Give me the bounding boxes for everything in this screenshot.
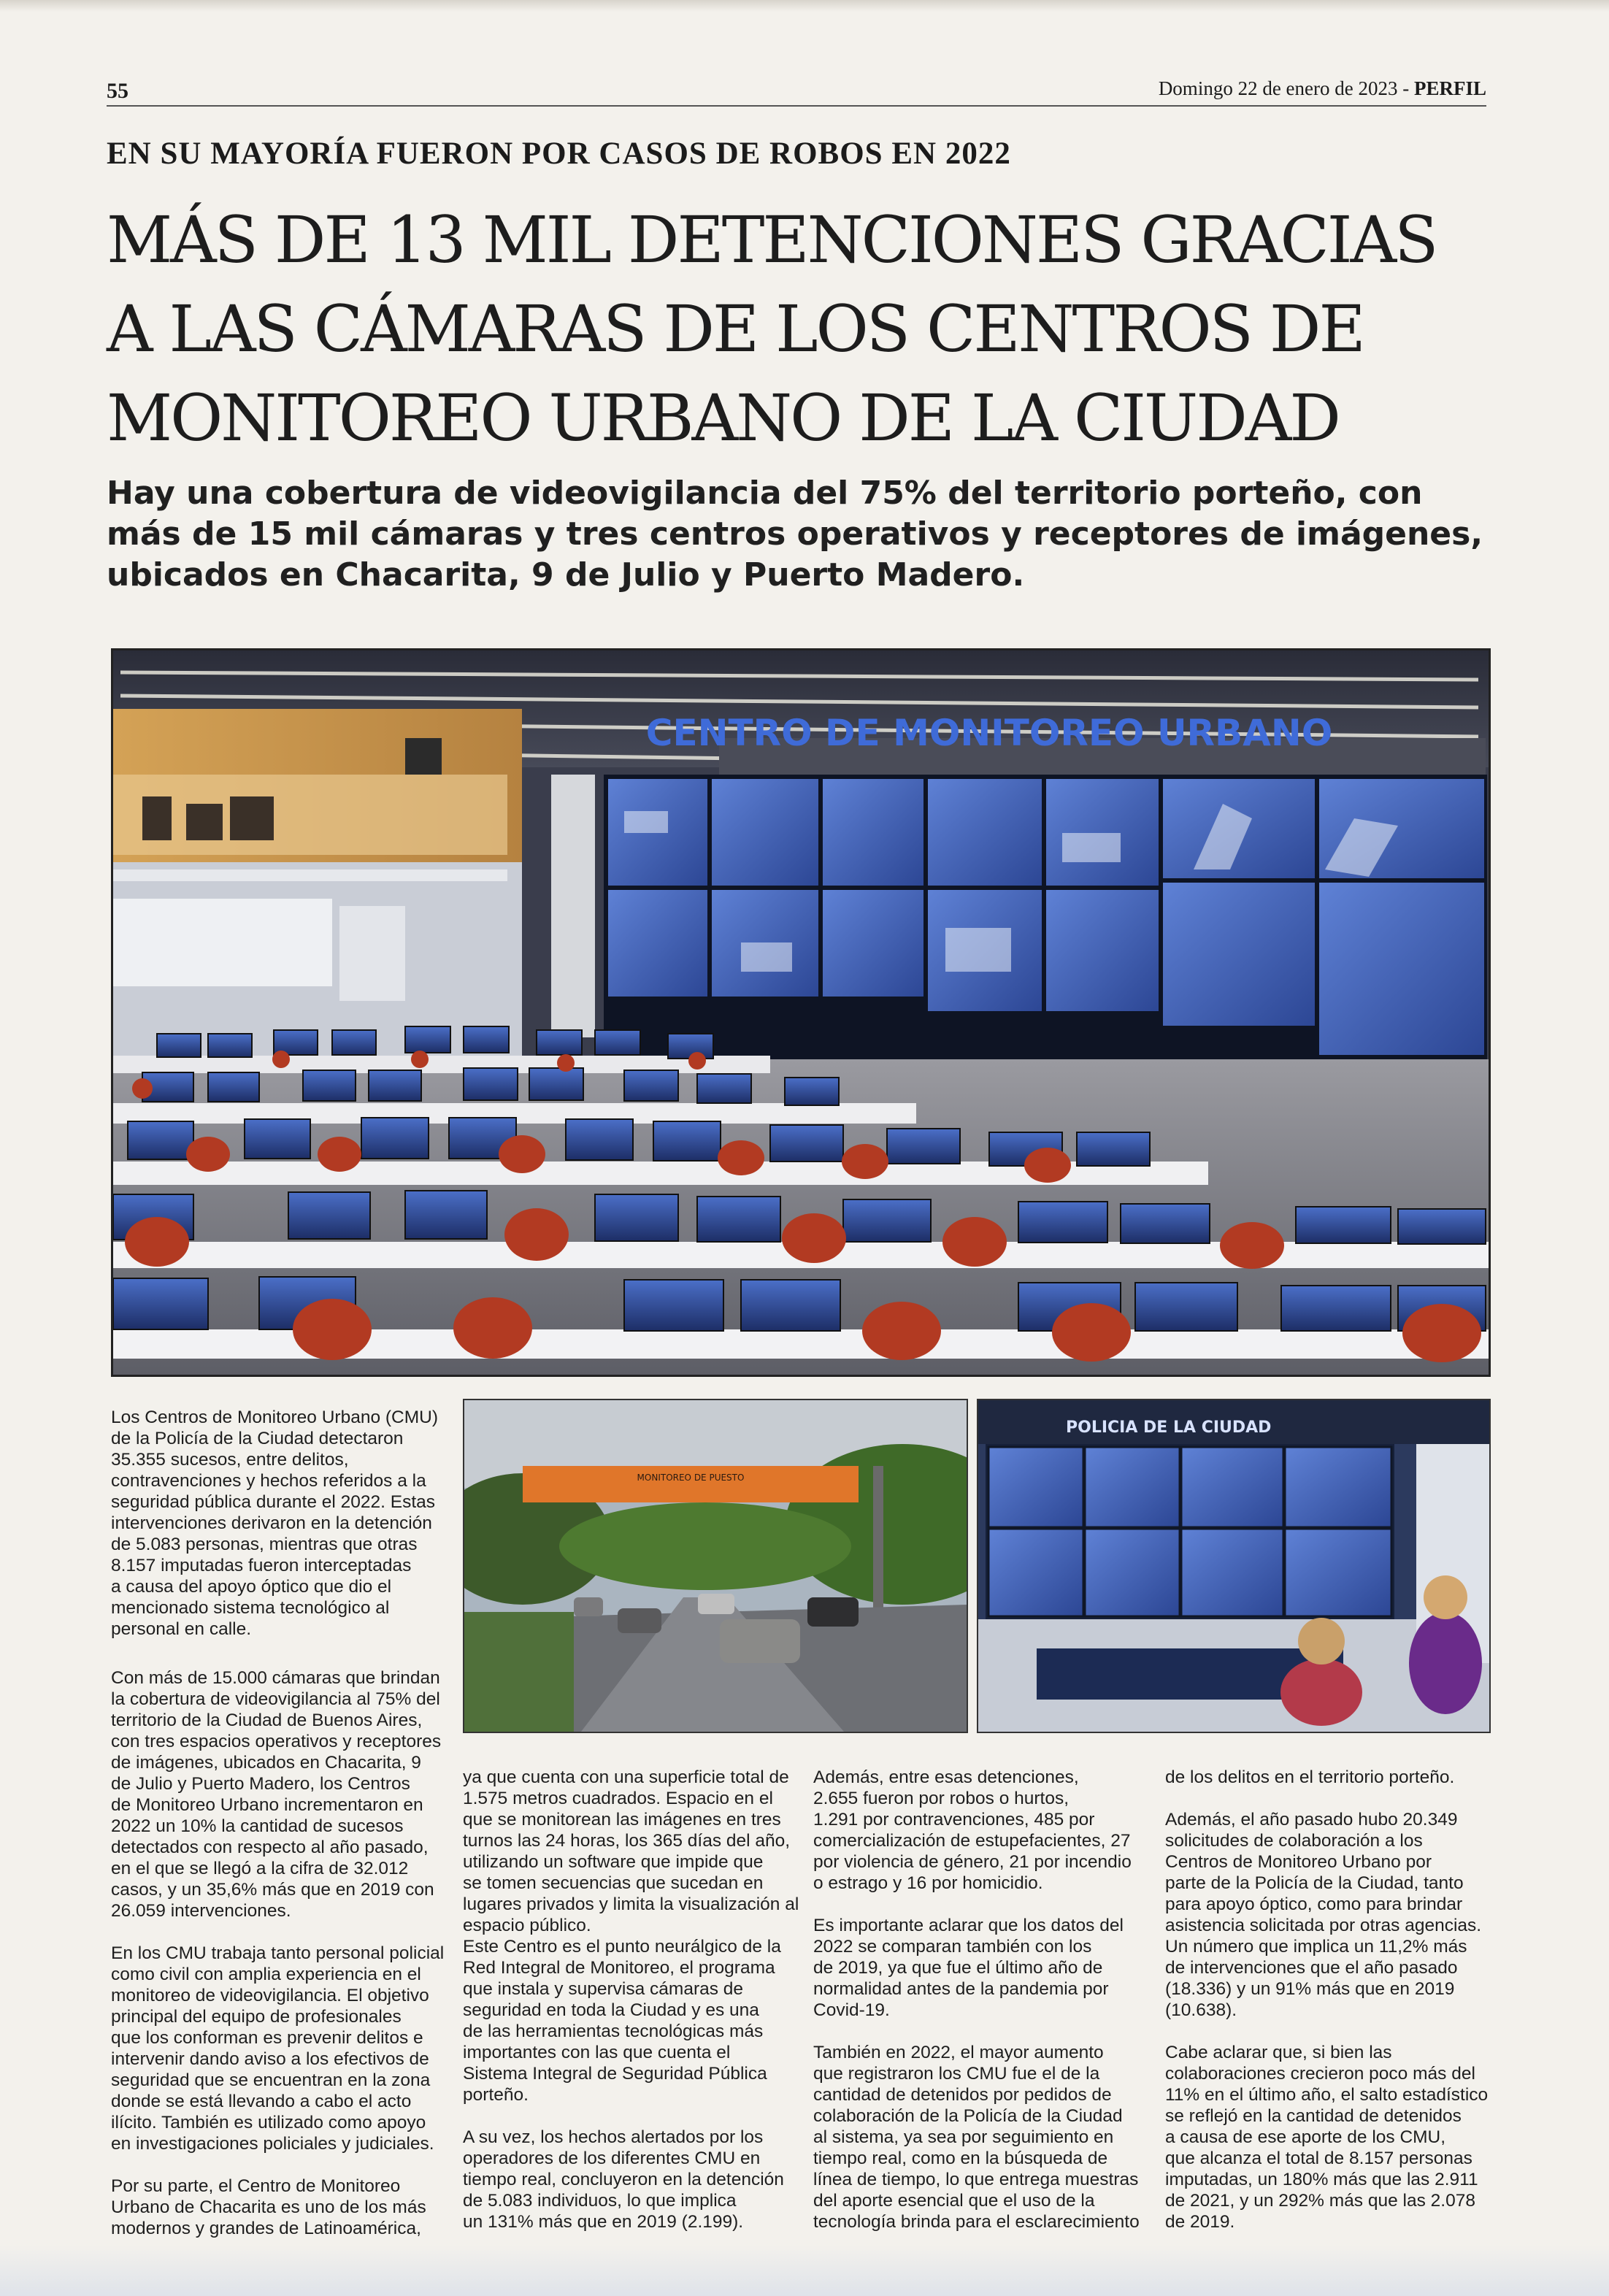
kicker: EN SU MAYORÍA FUERON POR CASOS DE ROBOS EN 2022 — [107, 137, 1011, 171]
text-line: un 131% más que en 2019 (2.199). — [463, 2212, 744, 2232]
text-line: Es importante aclarar que los datos del — [813, 1916, 1124, 1935]
text-line: ilícito. También es utilizado como apoyo — [111, 2113, 426, 2132]
body-column-3 — [813, 1767, 1156, 2254]
text-line: en investigaciones policiales y judiciales. — [111, 2134, 434, 2154]
text-line: a causa de ese aporte de los CMU, — [1165, 2127, 1446, 2147]
text-line: tecnología brinda para el esclarecimiento — [813, 2212, 1140, 2232]
text-line: En los CMU trabaja tanto personal policial — [111, 1943, 445, 1963]
text-line: del aporte esencial que el uso de la — [813, 2191, 1095, 2211]
text-line: porteño. — [463, 2085, 529, 2105]
police-screens-photo — [977, 1399, 1491, 1733]
text-line: También en 2022, el mayor aumento — [813, 2043, 1104, 2062]
text-line: modernos y grandes de Latinoamérica, — [111, 2219, 421, 2238]
text-line: que alcanza el total de 8.157 personas — [1165, 2149, 1472, 2168]
text-line: Los Centros de Monitoreo Urbano (CMU) — [111, 1408, 438, 1427]
text-line: casos, y un 35,6% más que en 2019 con — [111, 1880, 434, 1900]
text-line: para apoyo óptico, como para brindar — [1165, 1894, 1463, 1914]
text-line: importantes con las que cuenta el — [463, 2043, 731, 2062]
header-rule — [107, 105, 1486, 107]
text-line: normalidad antes de la pandemia por — [813, 1979, 1109, 1999]
text-line: de Julio y Puerto Madero, los Centros — [111, 1774, 410, 1794]
text-line: operadores de los diferentes CMU en — [463, 2149, 761, 2168]
body-paragraph — [1165, 1767, 1491, 1788]
body-column-2 — [463, 1767, 806, 2254]
headline-line: MÁS DE 13 MIL DETENCIONES GRACIAS — [107, 202, 1437, 277]
text-line: 35.355 sucesos, entre delitos, — [111, 1450, 349, 1470]
text-line: tiempo real, concluyeron en la detención — [463, 2170, 784, 2189]
text-line: de las herramientas tecnológicas más — [463, 2022, 764, 2041]
car — [720, 1619, 800, 1663]
text-line: (10.638). — [1165, 2000, 1237, 2020]
subtitle — [107, 473, 1494, 596]
text-line: Además, el año pasado hubo 20.349 — [1165, 1810, 1458, 1829]
text-line: colaboración de la Policía de la Ciudad — [813, 2106, 1123, 2126]
body-paragraph — [111, 1407, 454, 1640]
body-paragraph — [111, 2176, 454, 2239]
subtitle-line: Hay una cobertura de videovigilancia del 75% del territorio porteño, con — [107, 475, 1423, 512]
text-line: de intervenciones que el año pasado — [1165, 1958, 1458, 1978]
page-number: 55 — [107, 79, 128, 103]
text-line: mencionado sistema tecnológico al — [111, 1598, 390, 1618]
text-line: Además, entre esas detenciones, — [813, 1767, 1079, 1787]
body-column-1 — [111, 1667, 454, 2260]
body-paragraph — [111, 1943, 454, 2154]
body-column-1-top — [111, 1407, 454, 1661]
body-paragraph — [1165, 2042, 1491, 2232]
body-paragraph — [111, 1667, 454, 1921]
body-paragraph — [1165, 1809, 1491, 2021]
body-paragraph — [463, 1767, 806, 2105]
text-line: donde se está llevando a cabo el acto — [111, 2092, 412, 2111]
text-line: seguridad pública durante el 2022. Estas — [111, 1492, 436, 1512]
text-line: espacio público. — [463, 1916, 591, 1935]
body-column-4 — [1165, 1767, 1491, 2254]
road-sign-text: MONITOREO DE PUESTO — [637, 1473, 745, 1483]
text-line: Con más de 15.000 cámaras que brindan — [111, 1668, 440, 1688]
text-line: lugares privados y limita la visualización al — [463, 1894, 799, 1914]
text-line: contravenciones y hechos referidos a la — [111, 1471, 426, 1491]
text-line: al sistema, ya sea por seguimiento en — [813, 2127, 1114, 2147]
date-text: Domingo 22 de enero de 2023 - — [1158, 77, 1410, 99]
text-line: monitoreo de videovigilancia. El objetivo — [111, 1986, 429, 2005]
text-line: utilizando un software que impide que — [463, 1852, 764, 1872]
text-line: Covid-19. — [813, 2000, 890, 2020]
text-line: como civil con amplia experiencia en el — [111, 1965, 421, 1984]
headline-line: MONITOREO URBANO DE LA CIUDAD — [107, 380, 1339, 456]
text-line: tiempo real, como en la búsqueda de — [813, 2149, 1108, 2168]
text-line: 2022 se comparan también con los — [813, 1937, 1092, 1957]
text-line: Un número que implica un 11,2% más — [1165, 1937, 1467, 1957]
text-line: detectados con respecto al año pasado, — [111, 1838, 429, 1857]
text-line: asistencia solicitada por otras agencias. — [1165, 1916, 1482, 1935]
text-line: colaboraciones crecieron poco más del — [1165, 2064, 1475, 2084]
text-line: imputadas, un 180% más que las 2.911 — [1165, 2170, 1478, 2189]
text-line: Sistema Integral de Seguridad Pública — [463, 2064, 767, 2084]
body-paragraph — [813, 1915, 1156, 2021]
road-cameras-photo — [463, 1399, 968, 1733]
text-line: por violencia de género, 21 por incendio — [813, 1852, 1132, 1872]
text-line: turnos las 24 horas, los 365 días del año, — [463, 1831, 791, 1851]
text-line: de imágenes, ubicados en Chacarita, 9 — [111, 1753, 421, 1773]
text-line: intervenciones derivaron en la detención — [111, 1513, 432, 1533]
text-line: la cobertura de videovigilancia al 75% del — [111, 1689, 440, 1709]
text-line: de 2019, ya que fue el último año de — [813, 1958, 1103, 1978]
text-line: comercialización de estupefacientes, 27 — [813, 1831, 1131, 1851]
text-line: a causa del apoyo óptico que dio el — [111, 1577, 392, 1597]
text-line: 1.291 por contravenciones, 485 por — [813, 1810, 1095, 1829]
text-line: Urbano de Chacarita es uno de los más — [111, 2197, 426, 2217]
text-line: A su vez, los hechos alertados por los — [463, 2127, 764, 2147]
text-line: ya que cuenta con una superficie total de — [463, 1767, 789, 1787]
text-line: se reflejó en la cantidad de detenidos — [1165, 2106, 1462, 2126]
subtitle-line: más de 15 mil cámaras y tres centros operativos y receptores de imágenes, — [107, 515, 1483, 553]
text-line: de 5.083 personas, mientras que otras — [111, 1535, 418, 1554]
headline-line: A LAS CÁMARAS DE LOS CENTROS DE — [107, 291, 1364, 366]
text-line: con tres espacios operativos y receptores — [111, 1732, 442, 1751]
text-line: 11% en el último año, el salto estadístico — [1165, 2085, 1489, 2105]
text-line: Por su parte, el Centro de Monitoreo — [111, 2176, 401, 2196]
body-paragraph — [463, 2127, 806, 2232]
text-line: intervenir dando aviso a los efectivos de — [111, 2049, 429, 2069]
text-line: se tomen secuencias que sucedan en — [463, 1873, 764, 1893]
text-line: 2022 un 10% la cantidad de sucesos — [111, 1816, 404, 1836]
text-line: de 5.083 individuos, lo que implica — [463, 2191, 737, 2211]
text-line: 8.157 imputadas fueron interceptadas — [111, 1556, 412, 1575]
monitoring-room-illustration — [113, 650, 1489, 1375]
text-line: línea de tiempo, lo que entrega muestras — [813, 2170, 1139, 2189]
text-line: de Monitoreo Urbano incrementaron en — [111, 1795, 423, 1815]
text-line: que instala y supervisa cámaras de — [463, 1979, 744, 1999]
text-line: 1.575 metros cuadrados. Espacio en el — [463, 1789, 773, 1808]
text-line: parte de la Policía de la Ciudad, tanto — [1165, 1873, 1464, 1893]
text-line: de los delitos en el territorio porteño. — [1165, 1767, 1455, 1787]
police-screens-illustration — [978, 1400, 1489, 1732]
text-line: Centros de Monitoreo Urbano por — [1165, 1852, 1432, 1872]
text-line: de 2019. — [1165, 2212, 1235, 2232]
text-line: de la Policía de la Ciudad detectaron — [111, 1429, 404, 1448]
page-top-edge — [0, 0, 1609, 12]
text-line: seguridad en toda la Ciudad y es una — [463, 2000, 759, 2020]
text-line: en el que se llegó a la cifra de 32.012 — [111, 1859, 409, 1878]
text-line: que se monitorean las imágenes en tres — [463, 1810, 781, 1829]
text-line: principal del equipo de profesionales — [111, 2007, 402, 2027]
text-line: que los conforman es prevenir delitos e — [111, 2028, 423, 2048]
text-line: 2.655 fueron por robos o hurtos, — [813, 1789, 1070, 1808]
text-line: cantidad de detenidos por pedidos de — [813, 2085, 1112, 2105]
text-line: (18.336) y un 91% más que en 2019 — [1165, 1979, 1455, 1999]
publication-name: PERFIL — [1413, 77, 1486, 99]
headline — [107, 196, 1494, 463]
text-line: seguridad que se encuentran en la zona — [111, 2070, 431, 2090]
text-line: Red Integral de Monitoreo, el programa — [463, 1958, 775, 1978]
text-line: territorio de la Ciudad de Buenos Aires, — [111, 1711, 423, 1730]
text-line: personal en calle. — [111, 1619, 252, 1639]
center-sign: CENTRO DE MONITOREO URBANO — [645, 712, 1333, 754]
body-paragraph — [813, 1767, 1156, 1894]
police-sign: POLICIA DE LA CIUDAD — [1066, 1418, 1272, 1437]
text-line: que registraron los CMU fue el de la — [813, 2064, 1100, 2084]
subtitle-line: ubicados en Chacarita, 9 de Julio y Puerto Madero. — [107, 556, 1025, 594]
text-line: 26.059 intervenciones. — [111, 1901, 291, 1921]
text-line: solicitudes de colaboración a los — [1165, 1831, 1423, 1851]
text-line: Cabe aclarar que, si bien las — [1165, 2043, 1392, 2062]
dateline — [1159, 77, 1486, 100]
body-paragraph — [813, 2042, 1156, 2232]
text-line: Este Centro es el punto neurálgico de la — [463, 1937, 781, 1957]
text-line: o estrago y 16 por homicidio. — [813, 1873, 1043, 1893]
monitoring-room-photo — [111, 648, 1491, 1377]
text-line: de 2021, y un 292% más que las 2.078 — [1165, 2191, 1475, 2211]
road-illustration — [464, 1400, 967, 1732]
